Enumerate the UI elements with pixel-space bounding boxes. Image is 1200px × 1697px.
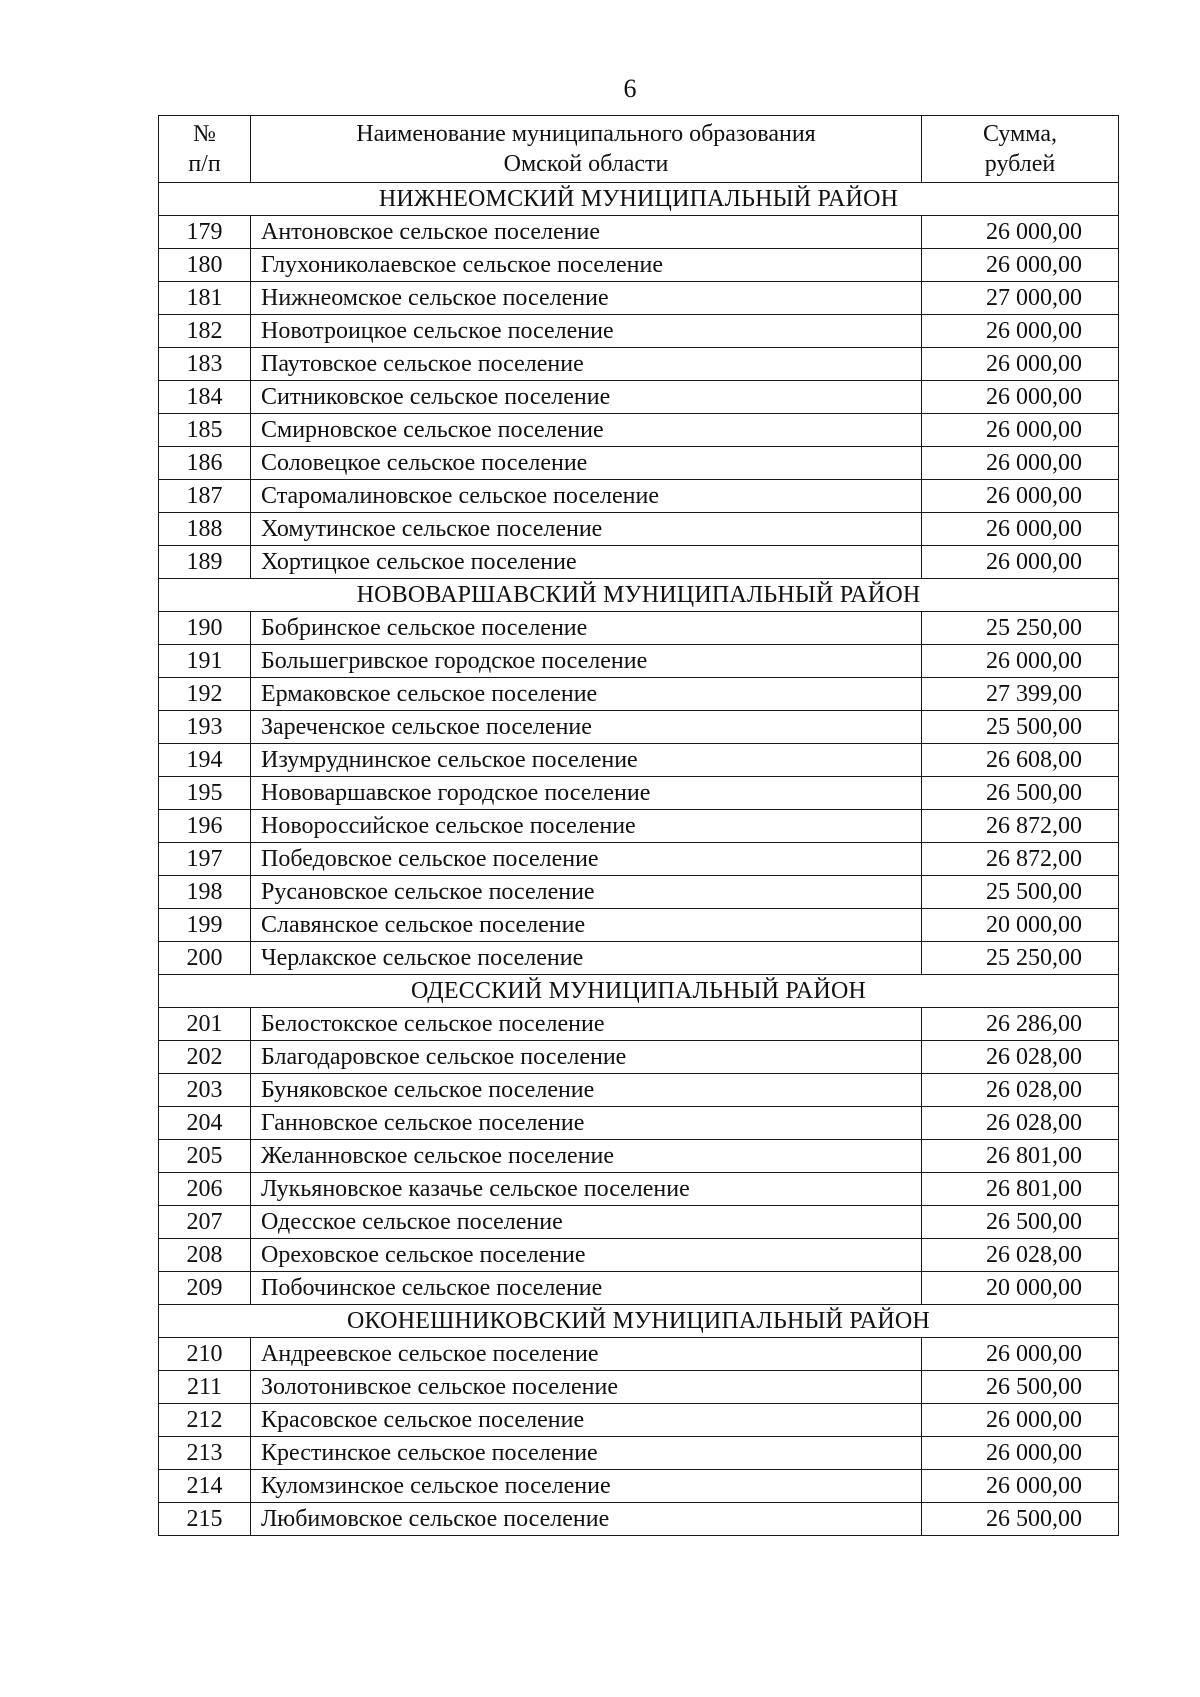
row-number: 203 xyxy=(159,1074,251,1107)
row-number: 181 xyxy=(159,282,251,315)
row-number: 208 xyxy=(159,1239,251,1272)
header-name xyxy=(251,116,922,183)
amount: 26 000,00 xyxy=(922,447,1119,480)
municipality-name: Красовское сельское поселение xyxy=(251,1404,922,1437)
amount: 20 000,00 xyxy=(922,909,1119,942)
district-row xyxy=(159,183,1119,216)
municipality-name: Русановское сельское поселение xyxy=(251,876,922,909)
municipality-name: Крестинское сельское поселение xyxy=(251,1437,922,1470)
amount: 26 801,00 xyxy=(922,1173,1119,1206)
municipality-name: Ореховское сельское поселение xyxy=(251,1239,922,1272)
municipality-name: Нижнеомское сельское поселение xyxy=(251,282,922,315)
table-row xyxy=(159,546,1119,579)
table-row xyxy=(159,381,1119,414)
table-row xyxy=(159,1107,1119,1140)
table-row xyxy=(159,216,1119,249)
amount: 26 000,00 xyxy=(922,513,1119,546)
municipality-name: Паутовское сельское поселение xyxy=(251,348,922,381)
row-number: 179 xyxy=(159,216,251,249)
table-row xyxy=(159,909,1119,942)
header-name-line2: Омской области xyxy=(503,151,669,177)
row-number: 205 xyxy=(159,1140,251,1173)
header-number-line2: п/п xyxy=(188,151,221,177)
row-number: 196 xyxy=(159,810,251,843)
municipality-name: Куломзинское сельское поселение xyxy=(251,1470,922,1503)
municipality-name: Любимовское сельское поселение xyxy=(251,1503,922,1536)
amount: 26 608,00 xyxy=(922,744,1119,777)
row-number: 214 xyxy=(159,1470,251,1503)
amount: 27 399,00 xyxy=(922,678,1119,711)
table-row xyxy=(159,1437,1119,1470)
amount: 26 028,00 xyxy=(922,1107,1119,1140)
amount: 27 000,00 xyxy=(922,282,1119,315)
amount: 26 286,00 xyxy=(922,1008,1119,1041)
municipality-name: Благодаровское сельское поселение xyxy=(251,1041,922,1074)
row-number: 192 xyxy=(159,678,251,711)
district-row xyxy=(159,975,1119,1008)
table-row xyxy=(159,1404,1119,1437)
amount: 26 500,00 xyxy=(922,1503,1119,1536)
row-number: 200 xyxy=(159,942,251,975)
municipality-name: Антоновское сельское поселение xyxy=(251,216,922,249)
row-number: 189 xyxy=(159,546,251,579)
table-row xyxy=(159,645,1119,678)
header-sum xyxy=(922,116,1119,183)
row-number: 204 xyxy=(159,1107,251,1140)
amount: 26 000,00 xyxy=(922,645,1119,678)
table-header xyxy=(159,116,1119,183)
table-row xyxy=(159,348,1119,381)
row-number: 207 xyxy=(159,1206,251,1239)
amount: 26 000,00 xyxy=(922,216,1119,249)
municipality-name: Изумруднинское сельское поселение xyxy=(251,744,922,777)
table-row xyxy=(159,1470,1119,1503)
table-row xyxy=(159,447,1119,480)
amount: 26 872,00 xyxy=(922,843,1119,876)
municipality-name: Хортицкое сельское поселение xyxy=(251,546,922,579)
municipality-name: Золотонивское сельское поселение xyxy=(251,1371,922,1404)
amount: 26 801,00 xyxy=(922,1140,1119,1173)
table-row xyxy=(159,876,1119,909)
amount: 26 000,00 xyxy=(922,546,1119,579)
district-heading: ОКОНЕШНИКОВСКИЙ МУНИЦИПАЛЬНЫЙ РАЙОН xyxy=(159,1305,1119,1338)
row-number: 206 xyxy=(159,1173,251,1206)
header-name-line1: Наименование муниципального образования xyxy=(356,121,816,147)
amount: 26 500,00 xyxy=(922,777,1119,810)
municipality-name: Глухониколаевское сельское поселение xyxy=(251,249,922,282)
row-number: 185 xyxy=(159,414,251,447)
table-row xyxy=(159,249,1119,282)
amount: 26 000,00 xyxy=(922,1470,1119,1503)
row-number: 210 xyxy=(159,1338,251,1371)
amount: 26 000,00 xyxy=(922,414,1119,447)
table-row xyxy=(159,1371,1119,1404)
table-row xyxy=(159,843,1119,876)
row-number: 212 xyxy=(159,1404,251,1437)
municipality-name: Зареченское сельское поселение xyxy=(251,711,922,744)
row-number: 215 xyxy=(159,1503,251,1536)
row-number: 213 xyxy=(159,1437,251,1470)
amount: 26 872,00 xyxy=(922,810,1119,843)
row-number: 186 xyxy=(159,447,251,480)
row-number: 195 xyxy=(159,777,251,810)
page-number: 6 xyxy=(623,74,637,103)
amount: 26 000,00 xyxy=(922,381,1119,414)
amount: 25 250,00 xyxy=(922,942,1119,975)
table-row xyxy=(159,315,1119,348)
row-number: 193 xyxy=(159,711,251,744)
table-row xyxy=(159,744,1119,777)
table-row xyxy=(159,513,1119,546)
table-row xyxy=(159,678,1119,711)
amount: 26 000,00 xyxy=(922,315,1119,348)
table-row xyxy=(159,1008,1119,1041)
district-row xyxy=(159,1305,1119,1338)
municipality-name: Нововаршавское городское поселение xyxy=(251,777,922,810)
table-row xyxy=(159,414,1119,447)
row-number: 184 xyxy=(159,381,251,414)
district-row xyxy=(159,579,1119,612)
district-heading: НИЖНЕОМСКИЙ МУНИЦИПАЛЬНЫЙ РАЙОН xyxy=(159,183,1119,216)
amount: 25 500,00 xyxy=(922,876,1119,909)
table-row xyxy=(159,1140,1119,1173)
amount: 26 000,00 xyxy=(922,249,1119,282)
amount: 26 000,00 xyxy=(922,1338,1119,1371)
table-row xyxy=(159,810,1119,843)
table-row xyxy=(159,480,1119,513)
municipality-name: Соловецкое сельское поселение xyxy=(251,447,922,480)
municipality-name: Большегривское городское поселение xyxy=(251,645,922,678)
row-number: 180 xyxy=(159,249,251,282)
header-row xyxy=(159,116,1119,183)
amount: 26 500,00 xyxy=(922,1371,1119,1404)
municipality-name: Бобринское сельское поселение xyxy=(251,612,922,645)
header-number-line1: № xyxy=(193,121,216,147)
table-row xyxy=(159,1338,1119,1371)
row-number: 194 xyxy=(159,744,251,777)
row-number: 191 xyxy=(159,645,251,678)
row-number: 183 xyxy=(159,348,251,381)
row-number: 197 xyxy=(159,843,251,876)
amount: 26 028,00 xyxy=(922,1074,1119,1107)
table-row xyxy=(159,1503,1119,1536)
table-row xyxy=(159,1239,1119,1272)
district-heading: НОВОВАРШАВСКИЙ МУНИЦИПАЛЬНЫЙ РАЙОН xyxy=(159,579,1119,612)
amount: 26 000,00 xyxy=(922,1404,1119,1437)
grant-table xyxy=(158,115,1119,1536)
row-number: 209 xyxy=(159,1272,251,1305)
municipality-name: Славянское сельское поселение xyxy=(251,909,922,942)
municipality-name: Лукьяновское казачье сельское поселение xyxy=(251,1173,922,1206)
header-sum-line1: Сумма, xyxy=(983,121,1057,147)
amount: 26 028,00 xyxy=(922,1041,1119,1074)
header-sum-line2: рублей xyxy=(984,151,1056,177)
municipality-name: Белостокское сельское поселение xyxy=(251,1008,922,1041)
municipality-name: Победовское сельское поселение xyxy=(251,843,922,876)
municipality-name: Ермаковское сельское поселение xyxy=(251,678,922,711)
municipality-name: Черлакское сельское поселение xyxy=(251,942,922,975)
table-body xyxy=(159,183,1119,1536)
amount: 20 000,00 xyxy=(922,1272,1119,1305)
district-heading: ОДЕССКИЙ МУНИЦИПАЛЬНЫЙ РАЙОН xyxy=(159,975,1119,1008)
municipality-name: Хомутинское сельское поселение xyxy=(251,513,922,546)
table-row xyxy=(159,1074,1119,1107)
table-row xyxy=(159,777,1119,810)
amount: 26 000,00 xyxy=(922,480,1119,513)
amount: 26 500,00 xyxy=(922,1206,1119,1239)
row-number: 201 xyxy=(159,1008,251,1041)
row-number: 187 xyxy=(159,480,251,513)
table-row xyxy=(159,612,1119,645)
amount: 26 000,00 xyxy=(922,1437,1119,1470)
municipality-name: Ганновское сельское поселение xyxy=(251,1107,922,1140)
municipality-name: Смирновское сельское поселение xyxy=(251,414,922,447)
header-number xyxy=(159,116,251,183)
amount: 26 028,00 xyxy=(922,1239,1119,1272)
amount: 25 500,00 xyxy=(922,711,1119,744)
table-row xyxy=(159,282,1119,315)
row-number: 199 xyxy=(159,909,251,942)
row-number: 198 xyxy=(159,876,251,909)
row-number: 188 xyxy=(159,513,251,546)
table-row xyxy=(159,1272,1119,1305)
row-number: 190 xyxy=(159,612,251,645)
municipality-name: Желанновское сельское поселение xyxy=(251,1140,922,1173)
table-row xyxy=(159,1041,1119,1074)
table-row xyxy=(159,942,1119,975)
table-row xyxy=(159,1206,1119,1239)
municipality-name: Андреевское сельское поселение xyxy=(251,1338,922,1371)
municipality-name: Одесское сельское поселение xyxy=(251,1206,922,1239)
row-number: 182 xyxy=(159,315,251,348)
row-number: 202 xyxy=(159,1041,251,1074)
municipality-name: Буняковское сельское поселение xyxy=(251,1074,922,1107)
table-row xyxy=(159,1173,1119,1206)
amount: 26 000,00 xyxy=(922,348,1119,381)
municipality-name: Новотроицкое сельское поселение xyxy=(251,315,922,348)
row-number: 211 xyxy=(159,1371,251,1404)
municipality-name: Новороссийское сельское поселение xyxy=(251,810,922,843)
municipality-name: Ситниковское сельское поселение xyxy=(251,381,922,414)
municipality-name: Побочинское сельское поселение xyxy=(251,1272,922,1305)
amount: 25 250,00 xyxy=(922,612,1119,645)
table-row xyxy=(159,711,1119,744)
municipality-name: Старомалиновское сельское поселение xyxy=(251,480,922,513)
